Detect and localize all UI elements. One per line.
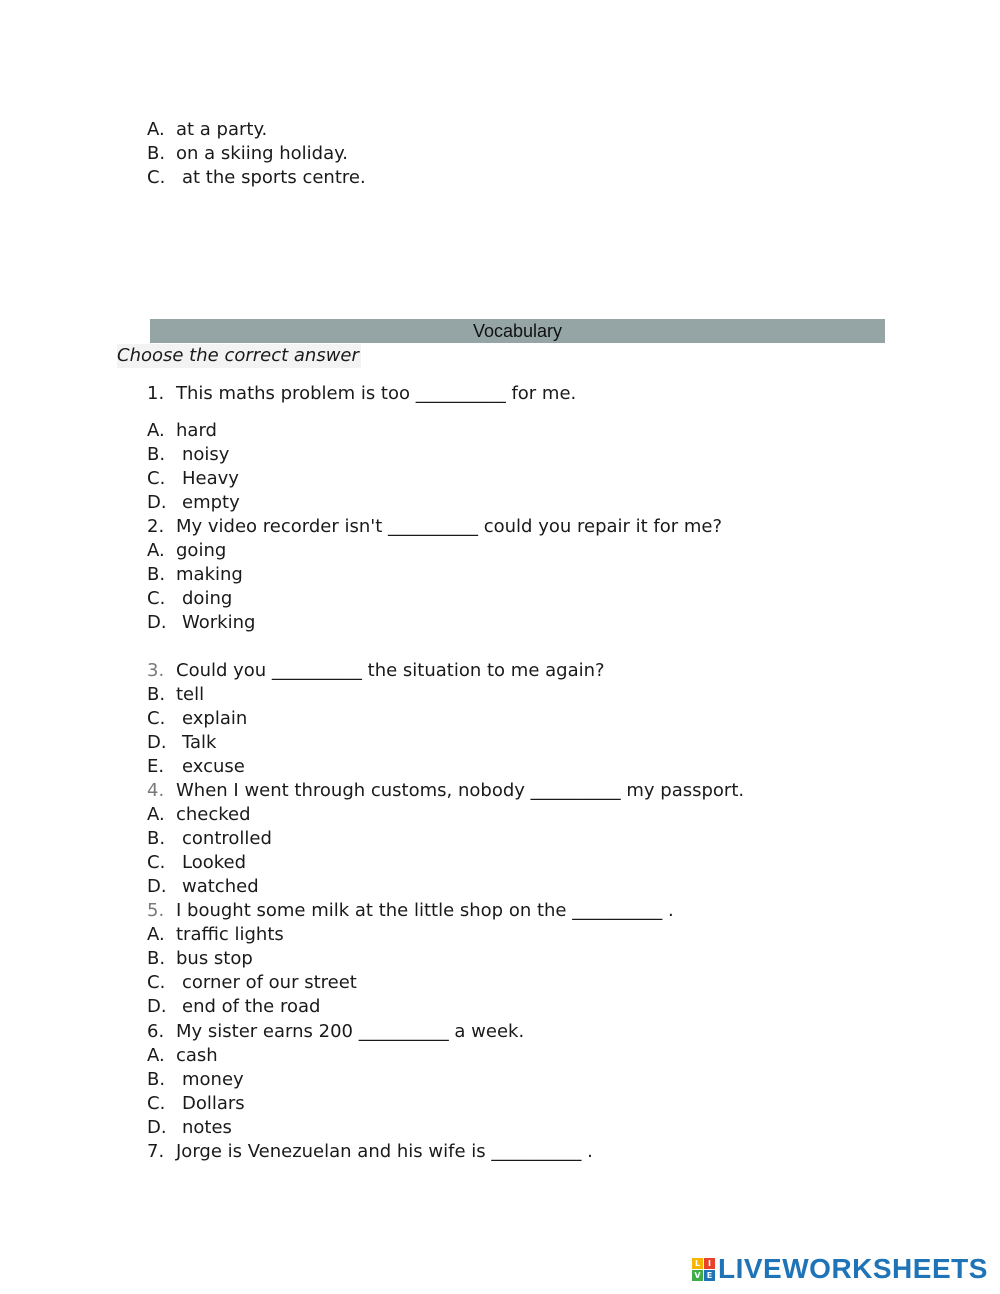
logo-letter: E	[704, 1270, 715, 1281]
question-3	[147, 659, 605, 683]
option-marker: A.	[147, 540, 165, 561]
question-text: Jorge is Venezuelan and his wife is __________ .	[176, 1141, 593, 1162]
question-5	[147, 899, 674, 923]
q5-option-b[interactable]	[147, 947, 253, 971]
listening-option-c[interactable]	[147, 166, 366, 190]
option-text: Heavy	[182, 468, 239, 489]
q1-option-a[interactable]	[147, 419, 217, 443]
option-text: Working	[182, 612, 256, 633]
question-7	[147, 1140, 593, 1164]
q4-option-b[interactable]	[147, 827, 272, 851]
option-text: Dollars	[182, 1093, 245, 1114]
option-text: money	[182, 1069, 244, 1090]
question-number: 5.	[147, 900, 165, 921]
option-text: at a party.	[176, 119, 268, 140]
liveworksheets-logo[interactable]	[692, 1254, 988, 1284]
option-text: Looked	[182, 852, 247, 873]
q3-option-c[interactable]	[147, 707, 247, 731]
option-marker: D.	[147, 1117, 167, 1138]
option-text: empty	[182, 492, 240, 513]
option-marker: C.	[147, 708, 166, 729]
option-marker: C.	[147, 972, 166, 993]
option-text: making	[176, 564, 243, 585]
logo-letter: I	[704, 1258, 715, 1269]
option-marker: B.	[147, 828, 166, 849]
question-text: When I went through customs, nobody __________ my passport.	[176, 780, 745, 801]
option-marker: C.	[147, 167, 166, 188]
option-marker: A.	[147, 924, 165, 945]
option-text: at the sports centre.	[182, 167, 366, 188]
option-marker: A.	[147, 1045, 165, 1066]
option-text: notes	[182, 1117, 232, 1138]
option-marker: C.	[147, 1093, 166, 1114]
q2-option-b[interactable]	[147, 563, 243, 587]
option-marker: C.	[147, 852, 166, 873]
question-text: This maths problem is too __________ for me.	[176, 383, 577, 404]
logo-letter: V	[692, 1270, 703, 1281]
option-marker: B.	[147, 684, 166, 705]
q3-option-e[interactable]	[147, 755, 245, 779]
option-text: on a skiing holiday.	[176, 143, 348, 164]
option-text: controlled	[182, 828, 272, 849]
option-marker: A.	[147, 119, 165, 140]
q4-option-d[interactable]	[147, 875, 259, 899]
logo-letter: L	[692, 1258, 703, 1269]
question-text: I bought some milk at the little shop on the __________ .	[176, 900, 674, 921]
option-text: explain	[182, 708, 248, 729]
option-marker: E.	[147, 756, 165, 777]
q6-option-b[interactable]	[147, 1068, 244, 1092]
question-number: 2.	[147, 516, 165, 537]
question-text: My video recorder isn't __________ could you repair it for me?	[176, 516, 723, 537]
q5-option-c[interactable]	[147, 971, 357, 995]
question-text: Could you __________ the situation to me again?	[176, 660, 605, 681]
option-text: end of the road	[182, 996, 321, 1017]
q3-option-b[interactable]	[147, 683, 204, 707]
section-instruction: Choose the correct answer	[117, 345, 359, 366]
option-marker: D.	[147, 492, 167, 513]
question-6	[147, 1020, 524, 1044]
option-marker: A.	[147, 420, 165, 441]
option-text: corner of our street	[182, 972, 357, 993]
option-text: traffic lights	[176, 924, 284, 945]
question-number: 7.	[147, 1141, 165, 1162]
option-marker: B.	[147, 1069, 166, 1090]
q1-option-d[interactable]	[147, 491, 240, 515]
q4-option-c[interactable]	[147, 851, 246, 875]
question-2	[147, 515, 722, 539]
q6-option-d[interactable]	[147, 1116, 232, 1140]
option-text: Talk	[182, 732, 217, 753]
option-marker: C.	[147, 588, 166, 609]
option-marker: A.	[147, 804, 165, 825]
q2-option-c[interactable]	[147, 587, 232, 611]
section-title-vocabulary: Vocabulary	[150, 319, 885, 343]
option-text: cash	[176, 1045, 218, 1066]
option-marker: B.	[147, 444, 166, 465]
option-text: noisy	[182, 444, 230, 465]
q4-option-a[interactable]	[147, 803, 251, 827]
q6-option-a[interactable]	[147, 1044, 218, 1068]
option-text: bus stop	[176, 948, 253, 969]
q5-option-a[interactable]	[147, 923, 284, 947]
question-text: My sister earns 200 __________ a week.	[176, 1021, 525, 1042]
option-text: excuse	[182, 756, 245, 777]
option-text: doing	[182, 588, 233, 609]
option-marker: D.	[147, 876, 167, 897]
q3-option-d[interactable]	[147, 731, 216, 755]
question-number: 1.	[147, 383, 165, 404]
question-number: 6.	[147, 1021, 165, 1042]
q1-option-c[interactable]	[147, 467, 239, 491]
question-4	[147, 779, 744, 803]
question-number: 4.	[147, 780, 165, 801]
option-text: checked	[176, 804, 251, 825]
q2-option-d[interactable]	[147, 611, 255, 635]
option-marker: D.	[147, 996, 167, 1017]
q1-option-b[interactable]	[147, 443, 229, 467]
listening-option-a[interactable]	[147, 118, 267, 142]
question-number: 3.	[147, 660, 165, 681]
listening-option-b[interactable]	[147, 142, 348, 166]
option-marker: D.	[147, 612, 167, 633]
q5-option-d[interactable]	[147, 995, 320, 1019]
q6-option-c[interactable]	[147, 1092, 245, 1116]
option-text: hard	[176, 420, 217, 441]
option-text: tell	[176, 684, 205, 705]
logo-icon	[692, 1258, 715, 1281]
q2-option-a[interactable]	[147, 539, 226, 563]
logo-text: LIVEWORKSHEETS	[718, 1253, 988, 1284]
option-marker: B.	[147, 143, 166, 164]
question-1	[147, 382, 576, 406]
option-marker: B.	[147, 564, 166, 585]
option-text: going	[176, 540, 227, 561]
option-text: watched	[182, 876, 259, 897]
option-marker: B.	[147, 948, 166, 969]
option-marker: C.	[147, 468, 166, 489]
option-marker: D.	[147, 732, 167, 753]
